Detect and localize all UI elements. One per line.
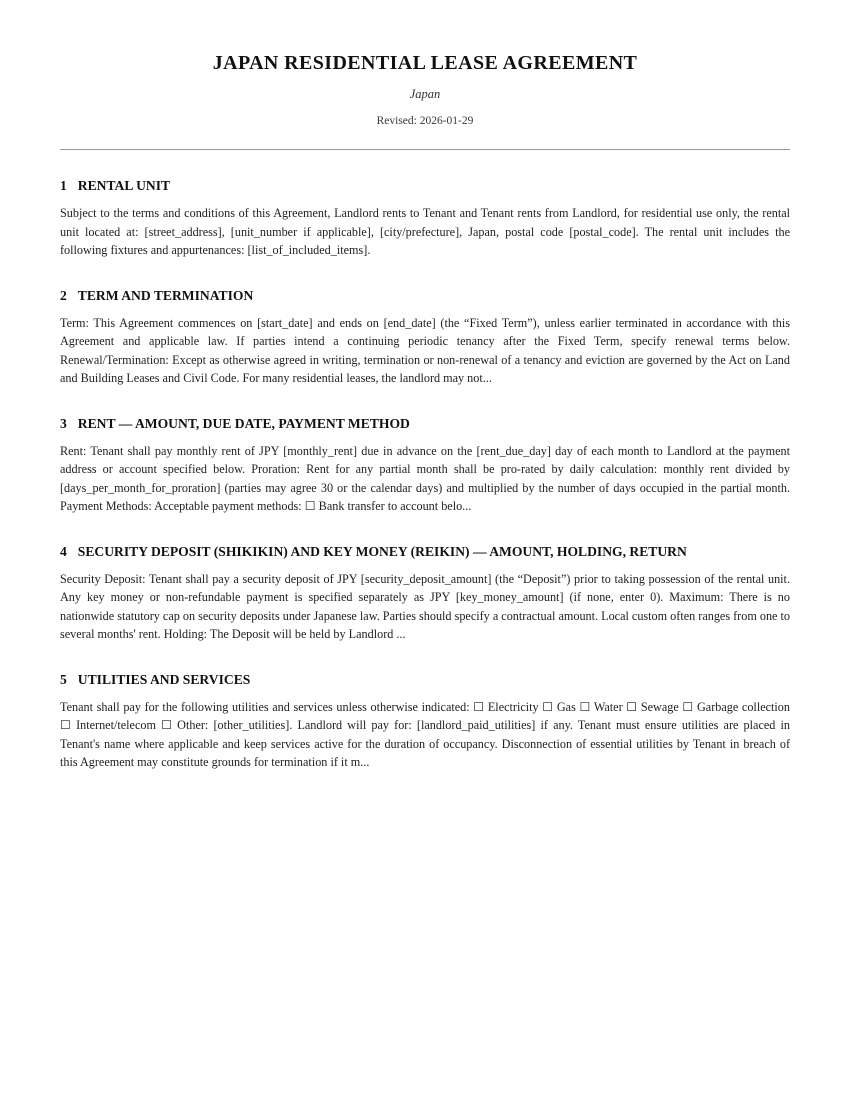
- section-term-and-termination: [60, 287, 790, 388]
- section-number: 1: [60, 178, 67, 193]
- section-heading: [60, 671, 790, 688]
- section-number: 2: [60, 287, 67, 303]
- section-number: 4: [60, 543, 67, 559]
- document-title: JAPAN RESIDENTIAL LEASE AGREEMENT: [212, 52, 638, 74]
- section-utilities-and-services: [60, 671, 790, 772]
- section-number: 5: [60, 671, 67, 687]
- section-title: TERM AND TERMINATION: [77, 287, 254, 303]
- section-body: Rent: Tenant shall pay monthly rent of JPY [monthly_rent] due in advance on the [rent_due_day] day of each month to Landlord at the payment address or account specified below. Proration: Rent for any partial month shall be pro-rated by daily calculation: monthly rent divided by [days_per_month_for_proration] (parties may agree 30 or the calendar days) and multiplied by the number of days occupied in the partial month. Payment Methods: Acceptable payment methods: ☐ Bank transfer to account belo...: [60, 443, 790, 513]
- section-rent: [60, 415, 790, 516]
- section-heading: [60, 287, 790, 304]
- header-divider: [60, 149, 790, 150]
- section-body: Security Deposit: Tenant shall pay a security deposit of JPY [security_deposit_amount] (the “Deposit”) prior to taking possession of the rental unit. Any key money or non-refundable payment is specified separately as JPY [key_money_amount] (if none, enter 0). Maximum: There is no nationwide statutory cap on security deposits under Japanese law. Parties should specify a contractual amount. Local custom often ranges from one to several months' rent. Holding: The Deposit will be held by Landlord ...: [60, 571, 790, 641]
- section-title: RENTAL UNIT: [77, 178, 171, 193]
- section-title: SECURITY DEPOSIT (SHIKIKIN) AND KEY MONEY (REIKIN) — AMOUNT, HOLDING, RETURN: [77, 543, 687, 559]
- section-body: Term: This Agreement commences on [start_date] and ends on [end_date] (the “Fixed Term”), unless earlier terminated in accordance with this Agreement and applicable law. If parties intend a continuing periodic tenancy after the Fixed Term, specify renewal terms below. Renewal/Termination: Except as otherwise agreed in writing, termination or non-renewal of a tenancy and eviction are governed by the Act on Land and Building Leases and Civil Code. For many residential leases, the landlord may not...: [60, 315, 790, 385]
- section-heading: [60, 177, 790, 194]
- section-heading: [60, 543, 790, 560]
- section-security-deposit: [60, 543, 790, 644]
- section-heading: [60, 415, 790, 432]
- document-subtitle: Japan: [409, 87, 441, 101]
- section-number: 3: [60, 415, 67, 431]
- section-rental-unit: [60, 177, 790, 260]
- section-body: Tenant shall pay for the following utilities and services unless otherwise indicated: ☐ Electricity ☐ Gas ☐ Water ☐ Sewage ☐ Garbage collection ☐ Internet/telecom ☐ Other: [other_utilities]. Landlord will pay for: [landlord_paid_utilities] if any. Tenant must ensure utilities are placed in Tenant's name where applicable and keep services active for the duration of occupancy. Disconnection of essential utilities by Tenant in breach of this Agreement may constitute grounds for termination if it m...: [60, 699, 790, 769]
- section-title: RENT — AMOUNT, DUE DATE, PAYMENT METHOD: [77, 415, 410, 431]
- section-title: UTILITIES AND SERVICES: [77, 671, 251, 687]
- section-body: Subject to the terms and conditions of this Agreement, Landlord rents to Tenant and Tenant rents from Landlord, for residential use only, the rental unit located at: [street_address], [unit_number if applicable], [city/prefecture], Japan, postal code [postal_code]. The rental unit includes the following fixtures and appurtenances: [list_of_included_items].: [60, 206, 790, 257]
- document-revised-date: Revised: 2026-01-29: [376, 115, 474, 127]
- document-header: [60, 52, 790, 128]
